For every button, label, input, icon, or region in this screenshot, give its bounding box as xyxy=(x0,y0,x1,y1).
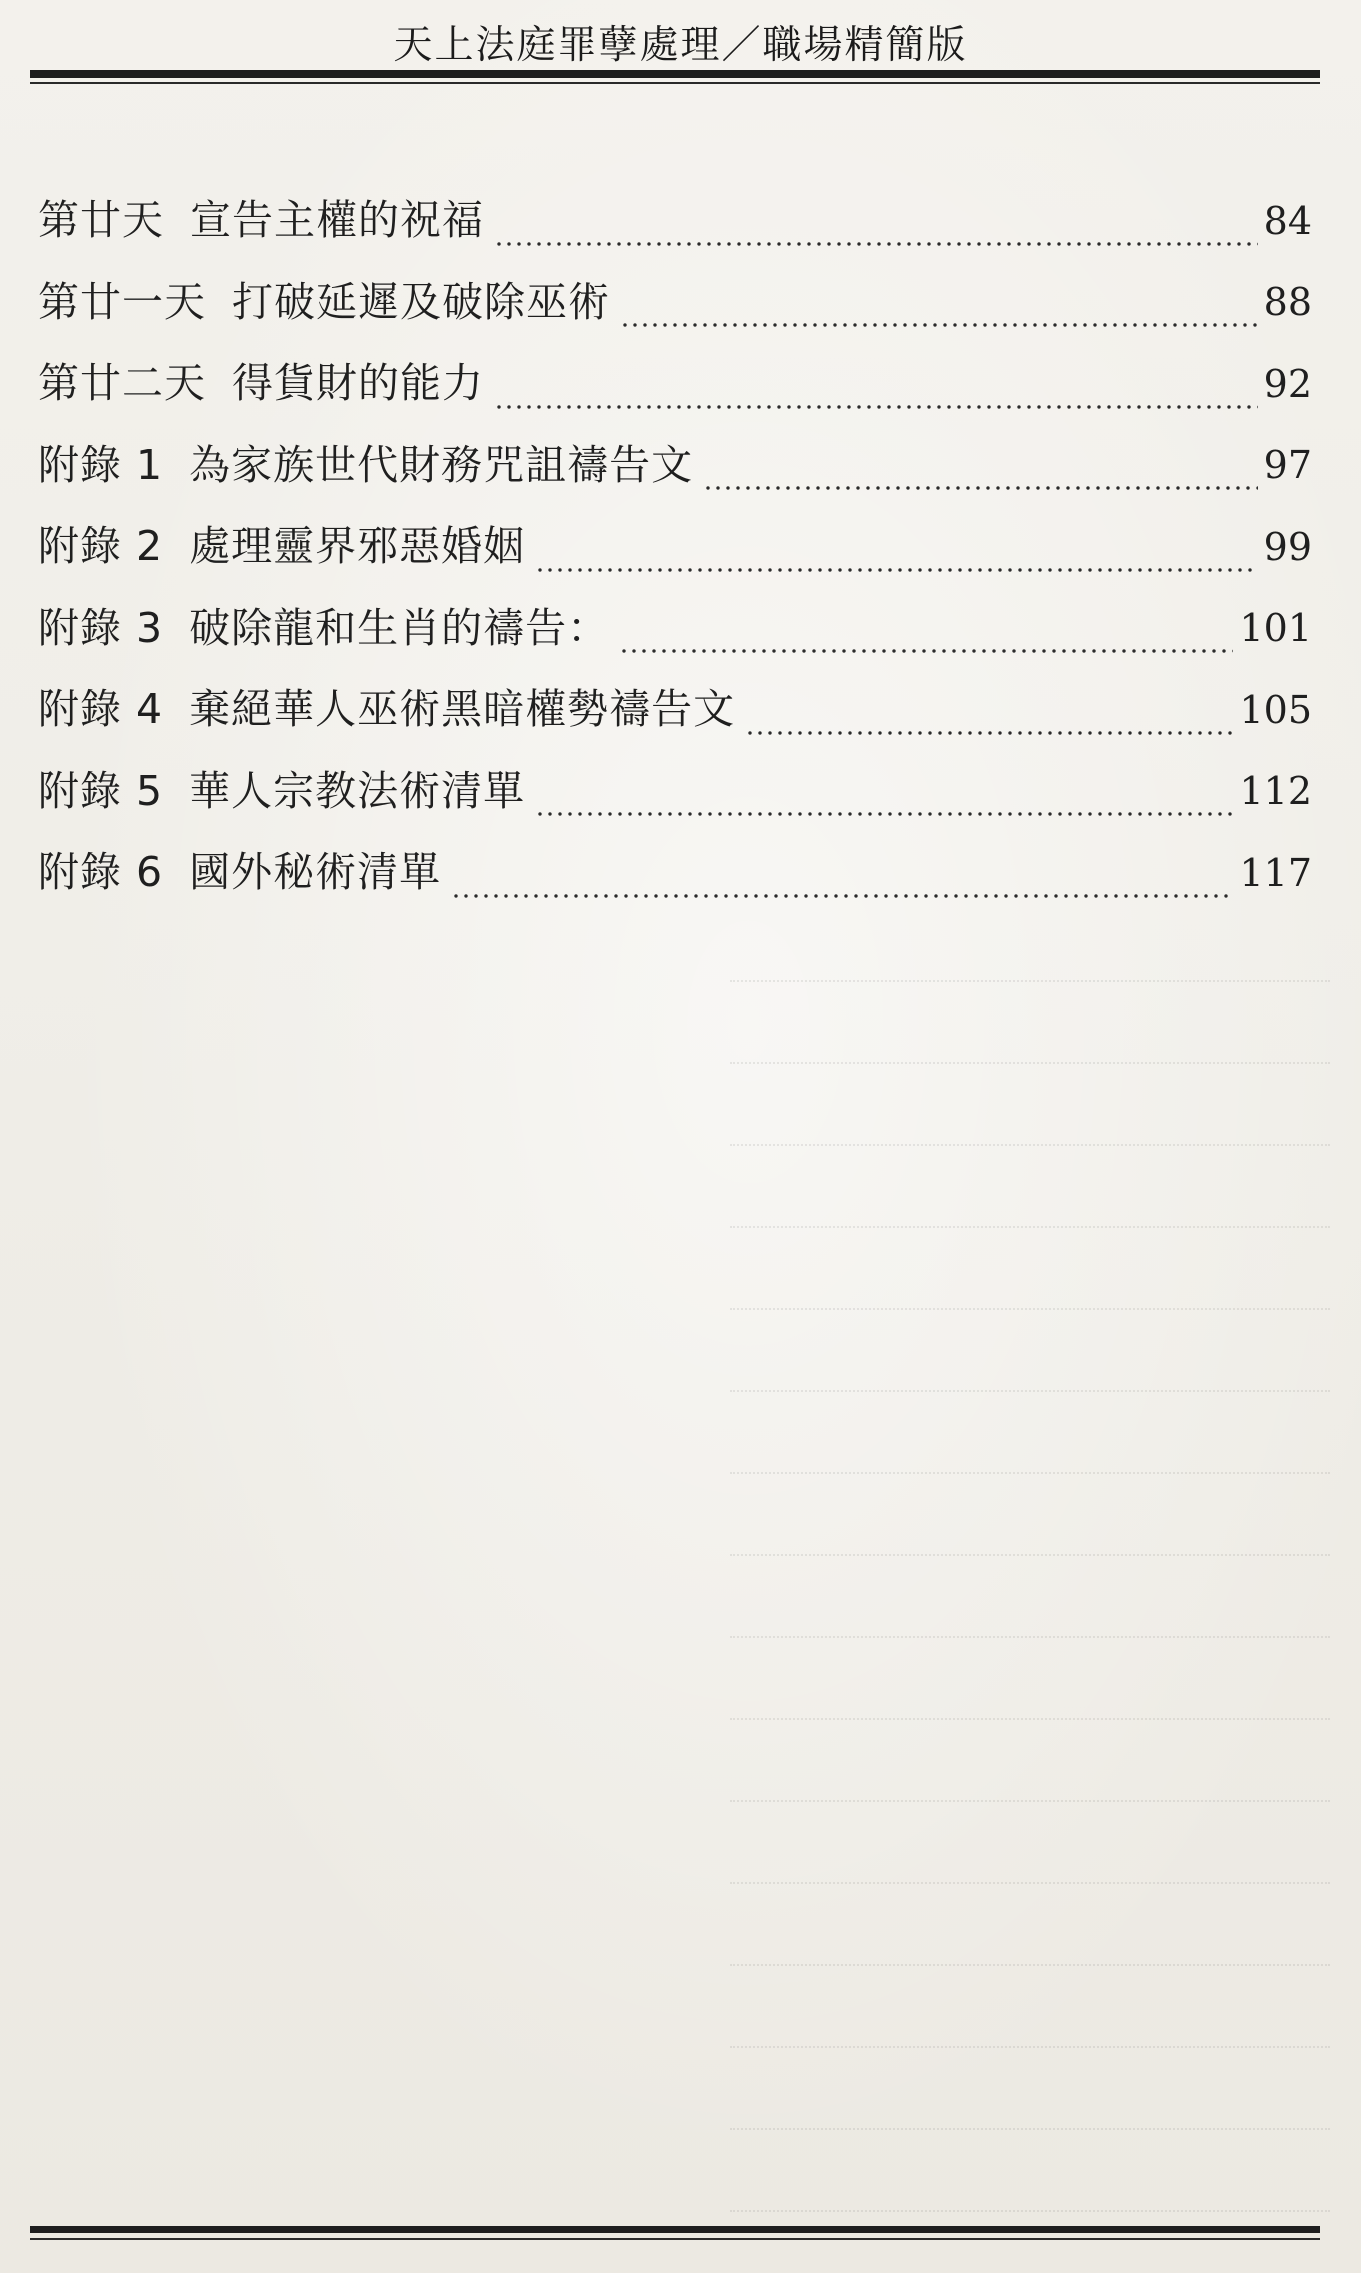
toc-entry xyxy=(38,669,1312,751)
toc-entry-number: 附錄 5 xyxy=(38,766,164,815)
toc-entry xyxy=(38,588,1312,670)
toc-entry xyxy=(38,832,1312,914)
dot-leader xyxy=(620,323,1258,327)
toc-entry-number: 第廿一天 xyxy=(38,277,206,326)
toc-entry-page: 105 xyxy=(1239,687,1312,732)
dot-leader xyxy=(703,486,1258,490)
toc-entry-number: 附錄 1 xyxy=(38,440,164,489)
toc-entry-number: 附錄 3 xyxy=(38,603,164,652)
toc-entry xyxy=(38,425,1312,507)
toc-entry-number: 附錄 4 xyxy=(38,685,164,734)
dot-leader xyxy=(451,894,1233,898)
toc-entry-page: 101 xyxy=(1239,606,1312,651)
running-header-title: 天上法庭罪孽處理／職場精簡版 xyxy=(393,23,968,68)
header-rule-thick xyxy=(30,70,1320,78)
dot-leader xyxy=(494,405,1258,409)
table-of-contents xyxy=(38,180,1312,914)
toc-entry-title: 破除龍和生肖的禱告： xyxy=(189,603,610,652)
toc-entry-number: 附錄 2 xyxy=(38,522,164,571)
toc-entry-title: 華人宗教法術清單 xyxy=(189,766,526,815)
toc-entry-number: 第廿天 xyxy=(38,196,164,245)
show-through-texture xyxy=(730,900,1330,2160)
dot-leader xyxy=(494,242,1258,246)
toc-entry-number: 第廿二天 xyxy=(38,359,206,408)
toc-entry-title: 國外秘術清單 xyxy=(189,848,442,897)
dot-leader xyxy=(745,731,1233,735)
toc-entry-page: 84 xyxy=(1263,198,1312,243)
toc-entry-title: 打破延遲及破除巫術 xyxy=(232,277,610,326)
toc-entry-page: 117 xyxy=(1239,850,1312,895)
toc-entry-page: 112 xyxy=(1239,769,1312,814)
dot-leader xyxy=(535,568,1258,572)
toc-entry-page: 88 xyxy=(1263,280,1312,325)
toc-entry-page: 99 xyxy=(1263,524,1312,569)
footer-rule-thin xyxy=(30,2238,1320,2240)
toc-entry-title: 為家族世代財務咒詛禱告文 xyxy=(189,440,694,489)
toc-entry-page: 97 xyxy=(1263,443,1312,488)
toc-entry-title: 得貨財的能力 xyxy=(232,359,484,408)
footer-rule-thick xyxy=(30,2226,1320,2233)
toc-entry xyxy=(38,751,1312,833)
toc-entry-number: 附錄 6 xyxy=(38,848,164,897)
toc-entry-title: 宣告主權的祝福 xyxy=(190,196,484,245)
toc-entry-title: 處理靈界邪惡婚姻 xyxy=(189,522,526,571)
dot-leader xyxy=(535,812,1233,816)
toc-entry xyxy=(38,506,1312,588)
toc-entry-page: 92 xyxy=(1263,361,1312,406)
toc-entry xyxy=(38,180,1312,262)
toc-entry xyxy=(38,343,1312,425)
toc-entry xyxy=(38,262,1312,344)
header-rule-thin xyxy=(30,82,1320,84)
toc-entry-title: 棄絕華人巫術黑暗權勢禱告文 xyxy=(189,685,736,734)
dot-leader xyxy=(619,649,1233,653)
